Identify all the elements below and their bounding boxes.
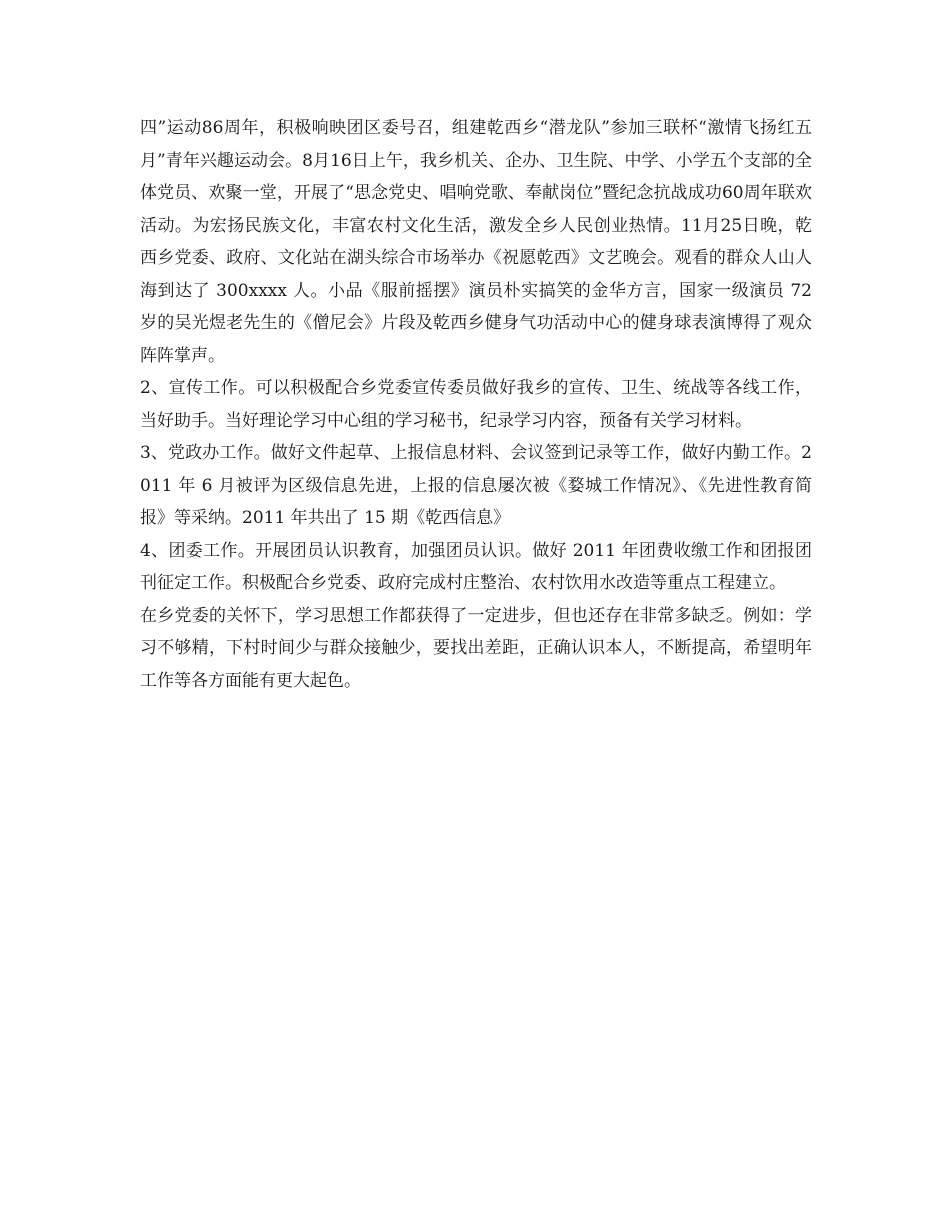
paragraph-activities: 四”运动86周年，积极响映团区委号召，组建乾西乡“潜龙队”参加三联杯“激情飞扬红五月”青年兴趣运动会。8月16日上午，我乡机关、企办、卫生院、中学、小学五个支部的全体党员、欢聚一堂，开展了“思念党史、唱响党歌、奉献岗位”暨纪念抗战成功60周年联欢活动。为宏扬民族文化，丰富农村文化生活，激发全乡人民创业热情。11月25日晚，乾西乡党委、政府、文化站在湖头综合市场举办《祝愿乾西》文艺晚会。观看的群众人山人海到达了 300xxxx 人。小品《服前摇摆》演员朴实搞笑的金华方言，国家一级演员 72 岁的吴光煜老先生的《僧尼会》片段及乾西乡健身气功活动中心的健身球表演博得了观众阵阵掌声。 bbox=[140, 118, 812, 366]
paragraph-youth-league-work: 4、团委工作。开展团员认识教育，加强团员认识。做好 2011 年团费收缴工作和团报团刊征定工作。积极配合乡党委、政府完成村庄整治、农村饮用水改造等重点工程建立。 bbox=[140, 540, 812, 593]
paragraph-publicity-work: 2、宣传工作。可以积极配合乡党委宣传委员做好我乡的宣传、卫生、统战等各线工作，当好助手。当好理论学习中心组的学习秘书，纪录学习内容，预备有关学习材料。 bbox=[140, 378, 812, 431]
document-page bbox=[140, 112, 812, 697]
paragraph-party-office-work: 3、党政办工作。做好文件起草、上报信息材料、会议签到记录等工作，做好内勤工作。2011 年 6 月被评为区级信息先进，上报的信息屡次被《婺城工作情况》、《先进性教育简报》等采纳。2011 年共出了 15 期《乾西信息》 bbox=[140, 443, 812, 528]
paragraph-summary: 在乡党委的关怀下，学习思想工作都获得了一定进步，但也还存在非常多缺乏。例如：学习不够精，下村时间少与群众接触少，要找出差距，正确认识本人，不断提高，希望明年工作等各方面能有更大起色。 bbox=[140, 605, 812, 691]
